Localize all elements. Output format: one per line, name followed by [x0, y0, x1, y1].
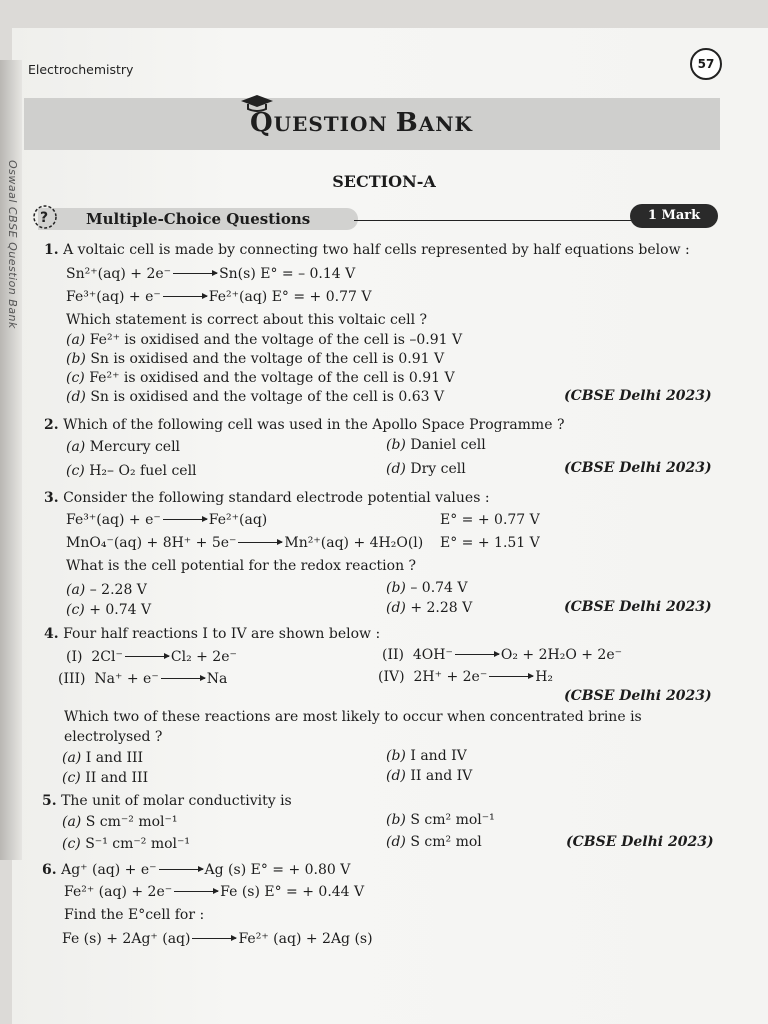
- arrow-icon: [489, 676, 533, 677]
- section-title: SECTION-A: [332, 172, 436, 191]
- arrow-icon: [455, 654, 499, 655]
- q3-equation-2: MnO₄⁻(aq) + 8H⁺ + 5e⁻ Mn²⁺(aq) + 4H₂O(l): [66, 535, 424, 551]
- q5-option-d[interactable]: (d) S cm² mol: [386, 834, 482, 850]
- q1-option-a[interactable]: (a) Fe²⁺ is oxidised and the voltage of the cell is –0.91 V: [66, 332, 463, 348]
- arrow-icon: [159, 869, 203, 870]
- question-2: 2. Which of the following cell was used in the Apollo Space Programme ?: [44, 417, 565, 433]
- svg-text:?: ?: [40, 210, 49, 226]
- q6-prompt: Find the E°cell for :: [64, 907, 205, 923]
- mcq-title: Multiple-Choice Questions: [86, 210, 311, 228]
- arrow-icon: [174, 891, 218, 892]
- q5-option-b[interactable]: (b) S cm² mol⁻¹: [386, 812, 495, 828]
- q5-option-a[interactable]: (a) S cm⁻² mol⁻¹: [62, 814, 178, 830]
- q2-option-c[interactable]: (c) H₂– O₂ fuel cell: [66, 463, 197, 479]
- question-bank-title: QUESTION BANK: [250, 108, 473, 138]
- page-number: 57: [690, 48, 722, 80]
- q2-option-b[interactable]: (b) Daniel cell: [386, 437, 486, 453]
- mcq-header: [28, 202, 718, 234]
- q4-source: (CBSE Delhi 2023): [564, 688, 712, 704]
- arrow-icon: [163, 296, 207, 297]
- arrow-icon: [161, 678, 205, 679]
- q4-option-a[interactable]: (a) I and III: [62, 750, 144, 766]
- q5-source: (CBSE Delhi 2023): [566, 834, 714, 850]
- arrow-icon: [173, 273, 217, 274]
- q1-source: (CBSE Delhi 2023): [564, 388, 712, 404]
- q3-eq2-potential: E° = + 1.51 V: [440, 535, 540, 551]
- q4-option-c[interactable]: (c) II and III: [62, 770, 149, 786]
- q3-prompt: What is the cell potential for the redox reaction ?: [66, 558, 417, 574]
- q3-option-a[interactable]: (a) – 2.28 V: [66, 582, 147, 598]
- q4-option-d[interactable]: (d) II and IV: [386, 768, 473, 784]
- q3-option-d[interactable]: (d) + 2.28 V: [386, 600, 473, 616]
- question-1: 1. A voltaic cell is made by connecting two half cells represented by half equations below :: [44, 242, 690, 258]
- q6-equation-2: Fe²⁺ (aq) + 2e⁻ Fe (s) E° = + 0.44 V: [64, 884, 365, 900]
- question-5: 5. The unit of molar conductivity is: [42, 793, 292, 809]
- q3-equation-1: Fe³⁺(aq) + e⁻ Fe²⁺(aq): [66, 512, 268, 528]
- q1-equation-2: Fe³⁺(aq) + e⁻ Fe²⁺(aq) E° = + 0.77 V: [66, 289, 372, 305]
- q6-equation-3: Fe (s) + 2Ag⁺ (aq) Fe²⁺ (aq) + 2Ag (s): [62, 931, 373, 947]
- q4-prompt-line-2: electrolysed ?: [64, 729, 163, 745]
- arrow-icon: [163, 519, 207, 520]
- question-4: 4. Four half reactions I to IV are shown below :: [44, 626, 381, 642]
- arrow-icon: [238, 542, 282, 543]
- q1-option-d[interactable]: (d) Sn is oxidised and the voltage of the cell is 0.63 V: [66, 389, 445, 405]
- q4-prompt-line-1: Which two of these reactions are most likely to occur when concentrated brine is: [64, 709, 642, 725]
- arrow-icon: [192, 938, 236, 939]
- q3-option-b[interactable]: (b) – 0.74 V: [386, 580, 468, 596]
- spine-label: Oswaal CBSE Question Bank: [6, 160, 19, 329]
- question-6: 6. Ag⁺ (aq) + e⁻ Ag (s) E° = + 0.80 V: [42, 862, 351, 878]
- arrow-icon: [125, 656, 169, 657]
- q4-reaction-2: (II) 4OH⁻ O₂ + 2H₂O + 2e⁻: [382, 647, 623, 663]
- question-bubble-icon: [30, 202, 60, 232]
- q1-equation-1: Sn²⁺(aq) + 2e⁻ Sn(s) E° = – 0.14 V: [66, 266, 356, 282]
- q2-source: (CBSE Delhi 2023): [564, 460, 712, 476]
- chapter-header: Electrochemistry: [28, 62, 134, 77]
- question-3: 3. Consider the following standard electrode potential values :: [44, 490, 490, 506]
- mcq-rule: [354, 220, 634, 221]
- q1-option-b[interactable]: (b) Sn is oxidised and the voltage of the cell is 0.91 V: [66, 351, 445, 367]
- q4-reaction-1: (I) 2Cl⁻ Cl₂ + 2e⁻: [66, 649, 237, 665]
- q1-prompt: Which statement is correct about this voltaic cell ?: [66, 312, 428, 328]
- q4-reaction-3: (III) Na⁺ + e⁻ Na: [58, 671, 228, 687]
- q3-option-c[interactable]: (c) + 0.74 V: [66, 602, 152, 618]
- q1-option-c[interactable]: (c) Fe²⁺ is oxidised and the voltage of the cell is 0.91 V: [66, 370, 455, 386]
- q4-reaction-4: (IV) 2H⁺ + 2e⁻ H₂: [378, 669, 554, 685]
- q5-option-c[interactable]: (c) S⁻¹ cm⁻² mol⁻¹: [62, 836, 191, 852]
- q2-option-a[interactable]: (a) Mercury cell: [66, 439, 181, 455]
- q2-option-d[interactable]: (d) Dry cell: [386, 461, 466, 477]
- q4-option-b[interactable]: (b) I and IV: [386, 748, 467, 764]
- q3-eq1-potential: E° = + 0.77 V: [440, 512, 540, 528]
- q3-source: (CBSE Delhi 2023): [564, 599, 712, 615]
- mark-badge: 1 Mark: [630, 204, 718, 228]
